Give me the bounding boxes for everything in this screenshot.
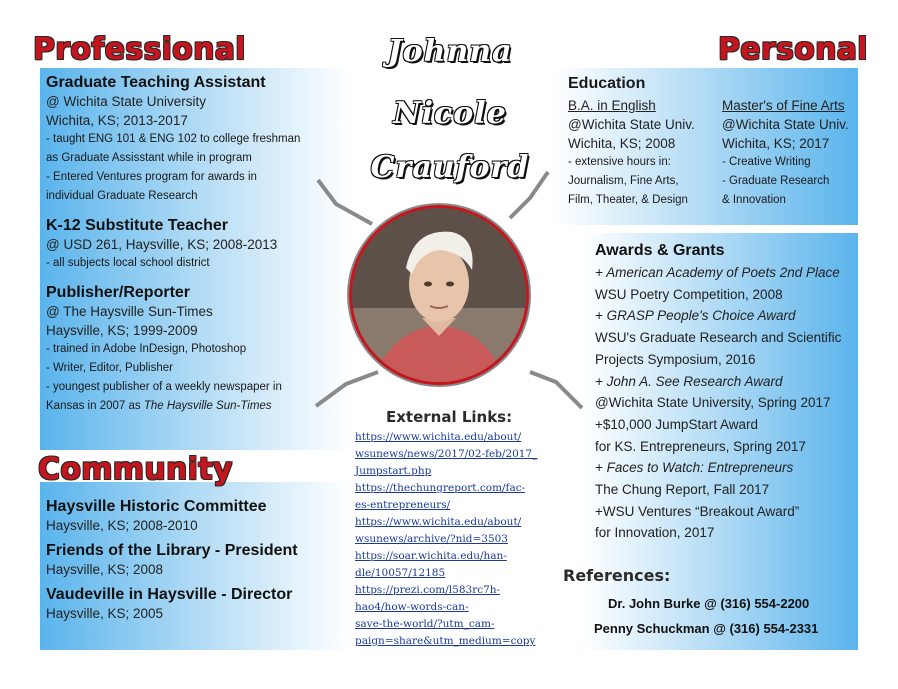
professional-heading: Professional [33, 32, 246, 67]
external-link-line[interactable]: https://soar.wichita.edu/han- [355, 550, 507, 562]
education-mfa [722, 96, 857, 210]
award-line: WSU's Graduate Research and Scientific [595, 330, 842, 346]
external-link-line[interactable]: https://thechungreport.com/fac- [355, 482, 526, 494]
award-line: +$10,000 JumpStart Award [595, 416, 758, 432]
community-place: Haysville, KS; 2008-2010 [46, 518, 198, 533]
awards-list [595, 262, 855, 544]
degree-ba: B.A. in English [568, 98, 656, 113]
name-last: Crauford [370, 150, 530, 185]
awards-title: Awards & Grants [595, 242, 725, 259]
job-org-gta: @ Wichita State University [46, 94, 206, 109]
references-title: References: [563, 566, 671, 585]
job-title-publisher: Publisher/Reporter [46, 284, 191, 301]
school-ba: @Wichita State Univ. [568, 117, 695, 132]
external-link-line[interactable]: wsunews/news/2017/02-feb/2017_ [355, 448, 538, 460]
external-links-title: External Links: [386, 408, 513, 426]
education-ba [568, 96, 718, 210]
place-ba: Wichita, KS; 2008 [568, 136, 676, 151]
job-detail: individual Graduate Research [46, 190, 198, 202]
award-line: for KS. Entrepreneurs, Spring 2017 [595, 438, 806, 454]
edu-detail: - Graduate Research [722, 175, 830, 187]
edu-detail: - extensive hours in: [568, 156, 671, 168]
reference-entry: Penny Schuckman @ (316) 554-2331 [594, 621, 819, 636]
external-link-line[interactable]: https://www.wichita.edu/about/ [355, 431, 522, 443]
community-title: Friends of the Library - President [46, 542, 298, 559]
job-detail: as Graduate Assisstant while in program [46, 152, 252, 164]
job-detail: - all subjects local school district [46, 257, 210, 269]
job-detail: - youngest publisher of a weekly newspaper in [46, 381, 282, 393]
job-detail-prefix: Kansas in 2007 as [46, 400, 144, 412]
edu-detail: Journalism, Fine Arts, [568, 175, 679, 187]
education-title: Education [568, 75, 646, 92]
external-link-line[interactable]: https://prezi.com/l583rc7h- [355, 584, 501, 596]
job-detail: - Entered Ventures program for awards in [46, 171, 257, 183]
external-link-line[interactable]: dle/10057/12185 [355, 567, 446, 579]
community-place: Haysville, KS; 2005 [46, 606, 164, 621]
external-link-line[interactable]: https://www.wichita.edu/about/ [355, 516, 522, 528]
external-link-line[interactable]: es-entrepreneurs/ [355, 499, 451, 511]
external-link-line[interactable]: hao4/how-words-can- [355, 601, 469, 613]
award-line: + American Academy of Poets 2nd Place [595, 265, 840, 280]
community-heading: Community [38, 452, 233, 487]
job-place-gta: Wichita, KS; 2013-2017 [46, 113, 188, 128]
award-line: Projects Symposium, 2016 [595, 351, 756, 367]
edu-detail: - Creative Writing [722, 156, 811, 168]
external-link-line[interactable]: wsunews/archive/?nid=3503 [355, 533, 508, 545]
place-mfa: Wichita, KS; 2017 [722, 136, 830, 151]
job-detail [46, 397, 346, 416]
job-place-publisher: Haysville, KS; 1999-2009 [46, 323, 198, 338]
award-line: @Wichita State University, Spring 2017 [595, 395, 831, 411]
profile-photo [349, 205, 529, 385]
award-line: + GRASP People's Choice Award [595, 308, 796, 324]
job-detail: - Writer, Editor, Publisher [46, 362, 173, 374]
award-line: WSU Poetry Competition, 2008 [595, 286, 783, 302]
community-place: Haysville, KS; 2008 [46, 562, 164, 577]
external-link-line[interactable]: save-the-world/?utm_cam- [355, 618, 495, 630]
job-org-substitute: @ USD 261, Haysville, KS; 2008-2013 [46, 237, 278, 252]
award-line: + John A. See Research Award [595, 373, 783, 389]
community-title: Haysville Historic Committee [46, 498, 267, 515]
community-section [46, 497, 346, 623]
external-link-line[interactable]: Jumpstart.php [355, 465, 432, 477]
external-link-line[interactable]: paign=share&utm_medium=copy [355, 635, 536, 647]
award-line: +WSU Ventures “Breakout Award” [595, 503, 800, 519]
awards-section [595, 240, 855, 544]
job-detail-paper-name: The Haysville Sun-Times [143, 400, 272, 412]
personal-heading: Personal [718, 32, 868, 67]
school-mfa: @Wichita State Univ. [722, 117, 849, 132]
job-title-gta: Graduate Teaching Assistant [46, 74, 266, 91]
job-detail: - trained in Adobe InDesign, Photoshop [46, 343, 247, 355]
job-detail: - taught ENG 101 & ENG 102 to college freshman [46, 133, 301, 145]
award-line: for Innovation, 2017 [595, 525, 715, 541]
professional-section [46, 73, 346, 416]
community-title: Vaudeville in Haysville - Director [46, 586, 293, 603]
award-line: The Chung Report, Fall 2017 [595, 482, 770, 498]
edu-detail: Film, Theater, & Design [568, 194, 688, 206]
name-first: Johnna [387, 34, 513, 69]
name-middle: Nicole [393, 96, 507, 131]
reference-entry: Dr. John Burke @ (316) 554-2200 [608, 596, 810, 611]
external-links-list [355, 429, 537, 650]
edu-detail: & Innovation [722, 194, 786, 206]
job-org-publisher: @ The Haysville Sun-Times [46, 304, 213, 319]
award-line: + Faces to Watch: Entrepreneurs [595, 460, 794, 476]
job-title-substitute: K-12 Substitute Teacher [46, 217, 228, 234]
degree-mfa: Master's of Fine Arts [722, 98, 845, 113]
